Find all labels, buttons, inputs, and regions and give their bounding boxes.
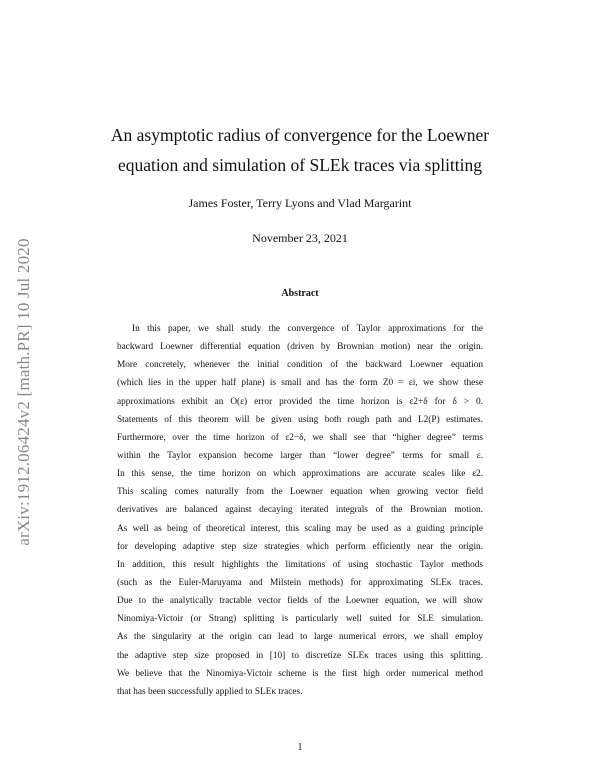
abstract-line: As well as being of theoretical interest, this scaling may be used as a guiding principle bbox=[117, 523, 483, 534]
abstract-line: Statements of this theorem will be given using both rough path and L2(P) estimates. bbox=[117, 414, 483, 425]
title-line: equation and simulation of SLEk traces via splitting bbox=[117, 155, 483, 175]
paper-title bbox=[100, 120, 500, 180]
abstract-line: Ninomiya-Victoir (or Strang) splitting is particularly well suited for SLE simulation. bbox=[117, 614, 483, 625]
abstract-line: Furthermore, over the time horizon of ε2−δ, we shall see that “higher degree” terms bbox=[117, 432, 483, 443]
author-list: James Foster, Terry Lyons and Vlad Margarint bbox=[188, 196, 412, 210]
abstract-body bbox=[117, 320, 483, 701]
abstract-line: In addition, this result highlights the limitations of using stochastic Taylor methods bbox=[117, 559, 483, 570]
abstract-line: As the singularity at the origin can lead to large numerical errors, we shall employ bbox=[117, 632, 483, 643]
abstract-line: derivatives are balanced against decaying iterated integrals of the Brownian motion. bbox=[117, 505, 483, 516]
abstract-line: We believe that the Ninomiya-Victoir scheme is the first high order numerical method bbox=[117, 668, 483, 679]
arxiv-identifier: arXiv:1912.06424v2 [math.PR] 10 Jul 2020 bbox=[14, 238, 33, 546]
abstract-line: In this paper, we shall study the convergence of Taylor approximations for the bbox=[132, 324, 483, 334]
abstract-line: More concretely, whenever the initial condition of the backward Loewner equation bbox=[117, 360, 483, 371]
abstract-line: In this sense, the time horizon on which approximations are accurate scales like ε2. bbox=[117, 469, 483, 480]
page-number: 1 bbox=[297, 742, 303, 753]
abstract-line: backward Loewner differential equation (driven by Brownian motion) near the origin. bbox=[117, 342, 483, 353]
abstract-line: (which lies in the upper half plane) is small and has the form Z0 = εi, we show these bbox=[117, 378, 483, 389]
abstract-line: (such as the Euler-Maruyama and Milstein methods) for approximating SLEκ traces. bbox=[117, 577, 483, 588]
abstract-line: the adaptive step size proposed in [10] to discretize SLEκ traces using this splitting. bbox=[117, 650, 483, 661]
abstract-line: for developing adaptive step size strategies which perform efficiently near the origin. bbox=[117, 541, 483, 552]
abstract-line: within the Taylor expansion become larger than “lower degree” terms for small ε. bbox=[117, 450, 483, 461]
paper-date: November 23, 2021 bbox=[252, 231, 348, 245]
title-line: An asymptotic radius of convergence for the Loewner bbox=[110, 125, 490, 145]
abstract-line: This scaling comes naturally from the Loewner equation when growing vector field bbox=[117, 487, 483, 498]
abstract-line: approximations exhibit an O(ε) error provided the time horizon is ε2+δ for δ > 0. bbox=[117, 396, 483, 407]
abstract-heading: Abstract bbox=[281, 288, 319, 299]
abstract-line: that has been successfully applied to SLEκ traces. bbox=[117, 686, 303, 697]
abstract-line: Due to the analytically tractable vector fields of the Loewner equation, we will show bbox=[117, 596, 483, 607]
